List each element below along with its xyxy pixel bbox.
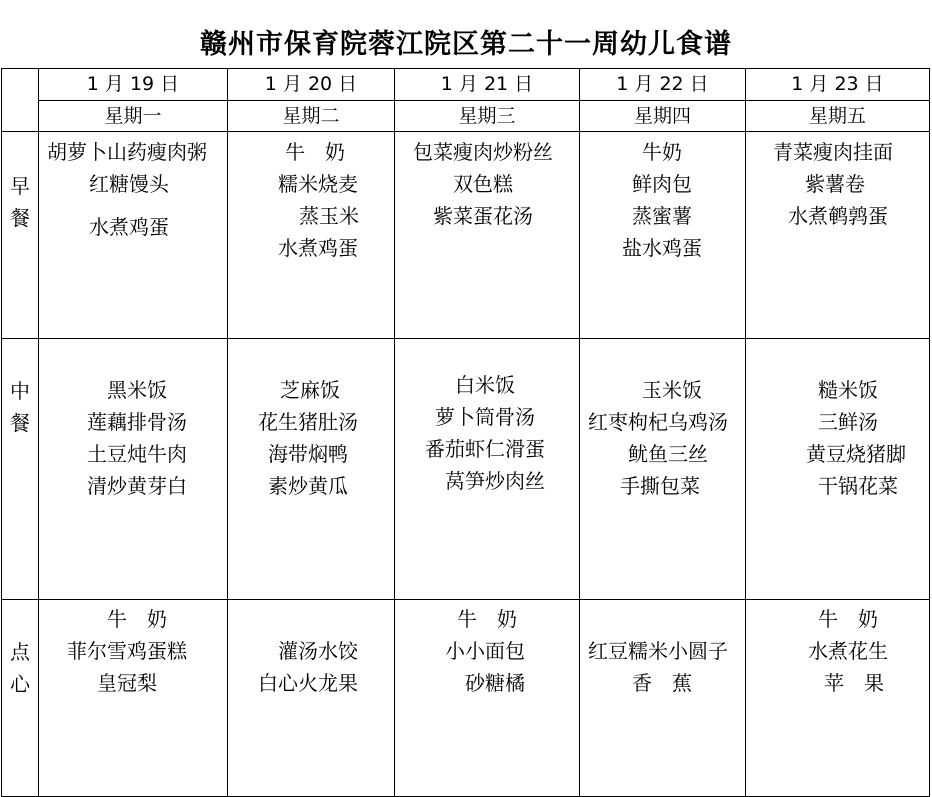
meal-label-char: 餐 (10, 411, 30, 435)
menu-item: 水煮鸡蛋 (278, 236, 358, 260)
lunch-row (2, 339, 930, 600)
menu-item: 小小面包 (445, 639, 525, 663)
menu-item: 苹 果 (824, 671, 884, 695)
menu-cell (39, 132, 228, 339)
date-cell: 1 月 20 日 (228, 69, 395, 101)
date-cell: 1 月 21 日 (395, 69, 580, 101)
menu-cell (39, 339, 228, 600)
meal-label-breakfast (2, 132, 39, 339)
weekday-cell: 星期四 (580, 101, 746, 132)
menu-item: 蒸玉米 (299, 204, 359, 228)
menu-item: 莴笋炒肉丝 (445, 469, 545, 493)
menu-cell (228, 600, 395, 797)
menu-item: 包菜瘦肉炒粉丝 (413, 140, 553, 164)
menu-item: 红豆糯米小圆子 (588, 639, 728, 663)
menu-table (1, 68, 930, 797)
date-cell: 1 月 22 日 (580, 69, 746, 101)
menu-item: 花生猪肚汤 (258, 410, 358, 434)
menu-item: 牛 奶 (818, 607, 878, 631)
menu-item: 砂糖橘 (465, 671, 525, 695)
menu-item: 水煮花生 (808, 639, 888, 663)
menu-item: 糙米饭 (818, 378, 878, 402)
menu-item: 三鲜汤 (818, 410, 878, 434)
menu-item: 皇冠梨 (97, 671, 157, 695)
menu-cell (39, 600, 228, 797)
weekday-cell: 星期三 (395, 101, 580, 132)
meal-label-char: 早 (10, 174, 30, 198)
menu-item: 盐水鸡蛋 (622, 236, 702, 260)
menu-cell (746, 600, 930, 797)
menu-item: 干锅花菜 (818, 474, 898, 498)
menu-item: 清炒黄芽白 (87, 474, 187, 498)
menu-cell (395, 600, 580, 797)
menu-item: 紫薯卷 (805, 172, 865, 196)
menu-item: 灌汤水饺 (278, 639, 358, 663)
menu-item: 鱿鱼三丝 (628, 442, 708, 466)
menu-item: 红糖馒头 (89, 172, 169, 196)
menu-item: 青菜瘦肉挂面 (773, 140, 893, 164)
menu-item: 番茄虾仁滑蛋 (425, 437, 545, 461)
menu-cell (228, 339, 395, 600)
weekday-cell: 星期一 (39, 101, 228, 132)
menu-cell (580, 132, 746, 339)
menu-cell (395, 132, 580, 339)
menu-item: 玉米饭 (642, 378, 702, 402)
meal-label-char: 餐 (10, 206, 30, 230)
menu-item: 牛 奶 (285, 140, 345, 164)
menu-item: 黑米饭 (107, 378, 167, 402)
weekday-cell: 星期五 (746, 101, 930, 132)
breakfast-row (2, 132, 930, 339)
meal-label-char: 心 (10, 672, 30, 696)
weekday-cell: 星期二 (228, 101, 395, 132)
meal-label-char: 中 (10, 379, 30, 403)
menu-item: 鲜肉包 (632, 172, 692, 196)
menu-item: 牛 奶 (457, 607, 517, 631)
menu-item: 白心火龙果 (258, 671, 358, 695)
weekday-row (2, 101, 930, 132)
page-title: 赣州市保育院蓉江院区第二十一周幼儿食谱 (200, 29, 732, 60)
date-row (2, 69, 930, 101)
menu-item: 胡萝卜山药瘦肉粥 (47, 140, 207, 164)
date-cell: 1 月 23 日 (746, 69, 930, 101)
menu-item: 白米饭 (455, 373, 515, 397)
menu-cell (395, 339, 580, 600)
menu-item: 土豆炖牛肉 (87, 442, 187, 466)
menu-item: 海带焖鸭 (268, 442, 348, 466)
menu-cell (580, 339, 746, 600)
meal-label-lunch (2, 339, 39, 600)
menu-item: 牛奶 (642, 140, 682, 164)
menu-item: 素炒黄瓜 (268, 474, 348, 498)
menu-item: 香 蕉 (632, 671, 692, 695)
date-cell: 1 月 19 日 (39, 69, 228, 101)
menu-item: 紫菜蛋花汤 (433, 204, 533, 228)
menu-item: 红枣枸杞乌鸡汤 (588, 410, 728, 434)
menu-cell (746, 132, 930, 339)
snack-row (2, 600, 930, 797)
menu-item: 蒸蜜薯 (632, 204, 692, 228)
menu-item: 手撕包菜 (620, 474, 700, 498)
menu-item: 糯米烧麦 (278, 172, 358, 196)
menu-item: 萝卜筒骨汤 (435, 405, 535, 429)
menu-item: 莲藕排骨汤 (87, 410, 187, 434)
menu-item: 芝麻饭 (280, 378, 340, 402)
menu-item: 水煮鹌鹑蛋 (788, 204, 888, 228)
menu-item: 黄豆烧猪脚 (806, 442, 906, 466)
menu-cell (746, 339, 930, 600)
meal-label-snack (2, 600, 39, 797)
corner-cell (2, 69, 39, 132)
menu-cell (580, 600, 746, 797)
menu-item: 水煮鸡蛋 (89, 215, 169, 239)
menu-item: 牛 奶 (107, 607, 167, 631)
menu-cell (228, 132, 395, 339)
menu-item: 双色糕 (453, 172, 513, 196)
menu-item: 菲尔雪鸡蛋糕 (67, 639, 187, 663)
meal-label-char: 点 (10, 640, 30, 664)
